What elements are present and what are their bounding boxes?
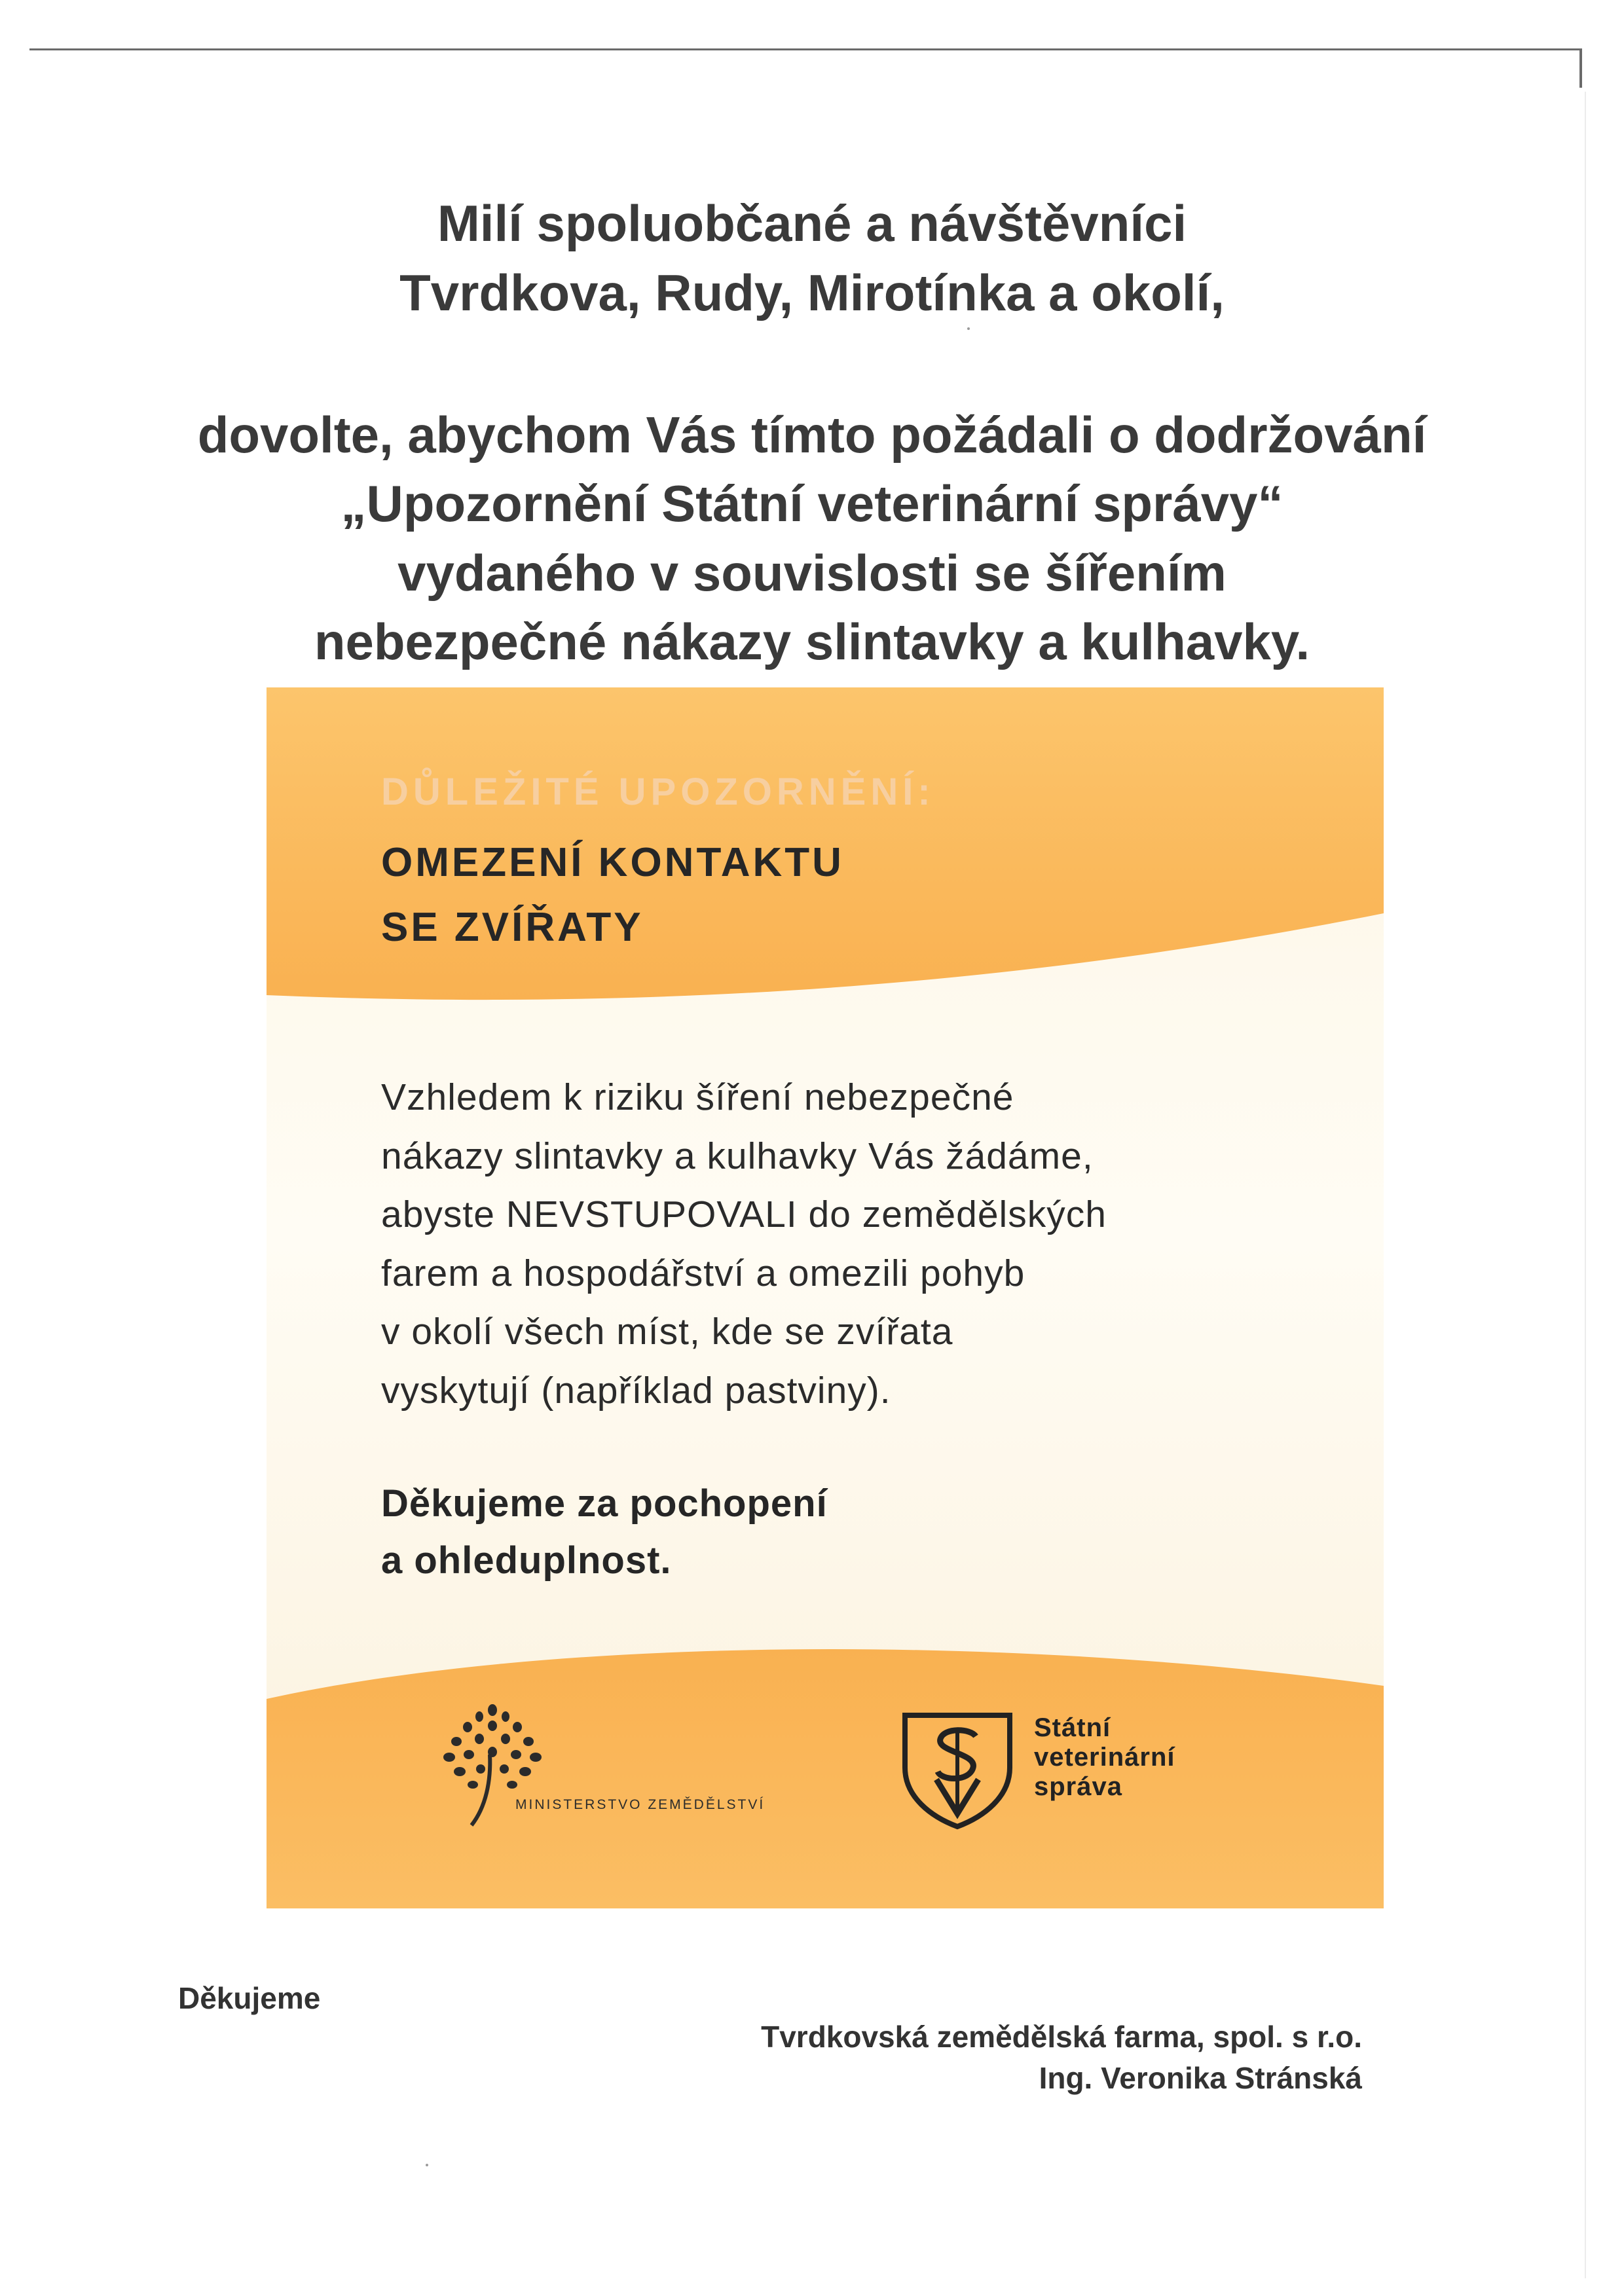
- warning-poster: [267, 687, 1384, 1908]
- shield-icon: [898, 1709, 1016, 1830]
- scan-border-top: [29, 48, 1581, 50]
- footer-thanks: Děkujeme: [178, 1981, 321, 2015]
- signature-block: [761, 2016, 1362, 2099]
- greeting-line: Tvrdkova, Rudy, Mirotínka a okolí,: [399, 264, 1225, 322]
- request-line: nebezpečné nákazy slintavky a kulhavky.: [314, 612, 1310, 670]
- signature-line: Tvrdkovská zemědělská farma, spol. s r.o.: [761, 2020, 1362, 2054]
- request-line: dovolte, abychom Vás tímto požádali o dodržování: [197, 406, 1427, 464]
- ministry-name: MINISTERSTVO ZEMĚDĚLSTVÍ: [515, 1797, 766, 1812]
- poster-thanks-line: Děkujeme za pochopení: [381, 1482, 828, 1525]
- svs-name-line: Státní: [1034, 1713, 1111, 1742]
- poster-body-line: nákazy slintavky a kulhavky Vás žádáme,: [381, 1135, 1094, 1177]
- poster-kicker: DŮLEŽITÉ UPOZORNĚNÍ:: [381, 771, 935, 813]
- poster-body-line: farem a hospodářství a omezili pohyb: [381, 1252, 1025, 1294]
- poster-body-line: vyskytují (například pastviny).: [381, 1369, 891, 1412]
- scan-speck: [967, 327, 970, 330]
- svs-name-line: veterinární: [1034, 1742, 1175, 1772]
- signature-line: Ing. Veronika Stránská: [1039, 2061, 1362, 2096]
- request-line: vydaného v souvislosti se šířením: [397, 543, 1227, 602]
- poster-body-line: Vzhledem k riziku šíření nebezpečné: [381, 1076, 1014, 1118]
- svs-name: [1034, 1713, 1175, 1801]
- poster-body-line: v okolí všech míst, kde se zvířata: [381, 1311, 953, 1353]
- poster-body: [381, 1068, 1311, 1421]
- poster-thanks: [381, 1475, 828, 1589]
- request-paragraph: [0, 401, 1624, 676]
- poster-title-line: SE ZVÍŘATY: [381, 905, 644, 951]
- poster-thanks-line: a ohleduplnost.: [381, 1539, 672, 1582]
- greeting-heading: [0, 189, 1624, 327]
- scan-speck: [426, 2164, 428, 2166]
- poster-title: [381, 830, 844, 960]
- request-line: „Upozornění Státní veterinární správy“: [341, 475, 1283, 533]
- scan-border-corner: [1579, 48, 1582, 88]
- greeting-line: Milí spoluobčané a návštěvníci: [437, 194, 1187, 252]
- poster-title-line: OMEZENÍ KONTAKTU: [381, 840, 844, 885]
- poster-body-line: abyste NEVSTUPOVALI do zemědělských: [381, 1194, 1107, 1236]
- svs-name-line: správa: [1034, 1772, 1122, 1801]
